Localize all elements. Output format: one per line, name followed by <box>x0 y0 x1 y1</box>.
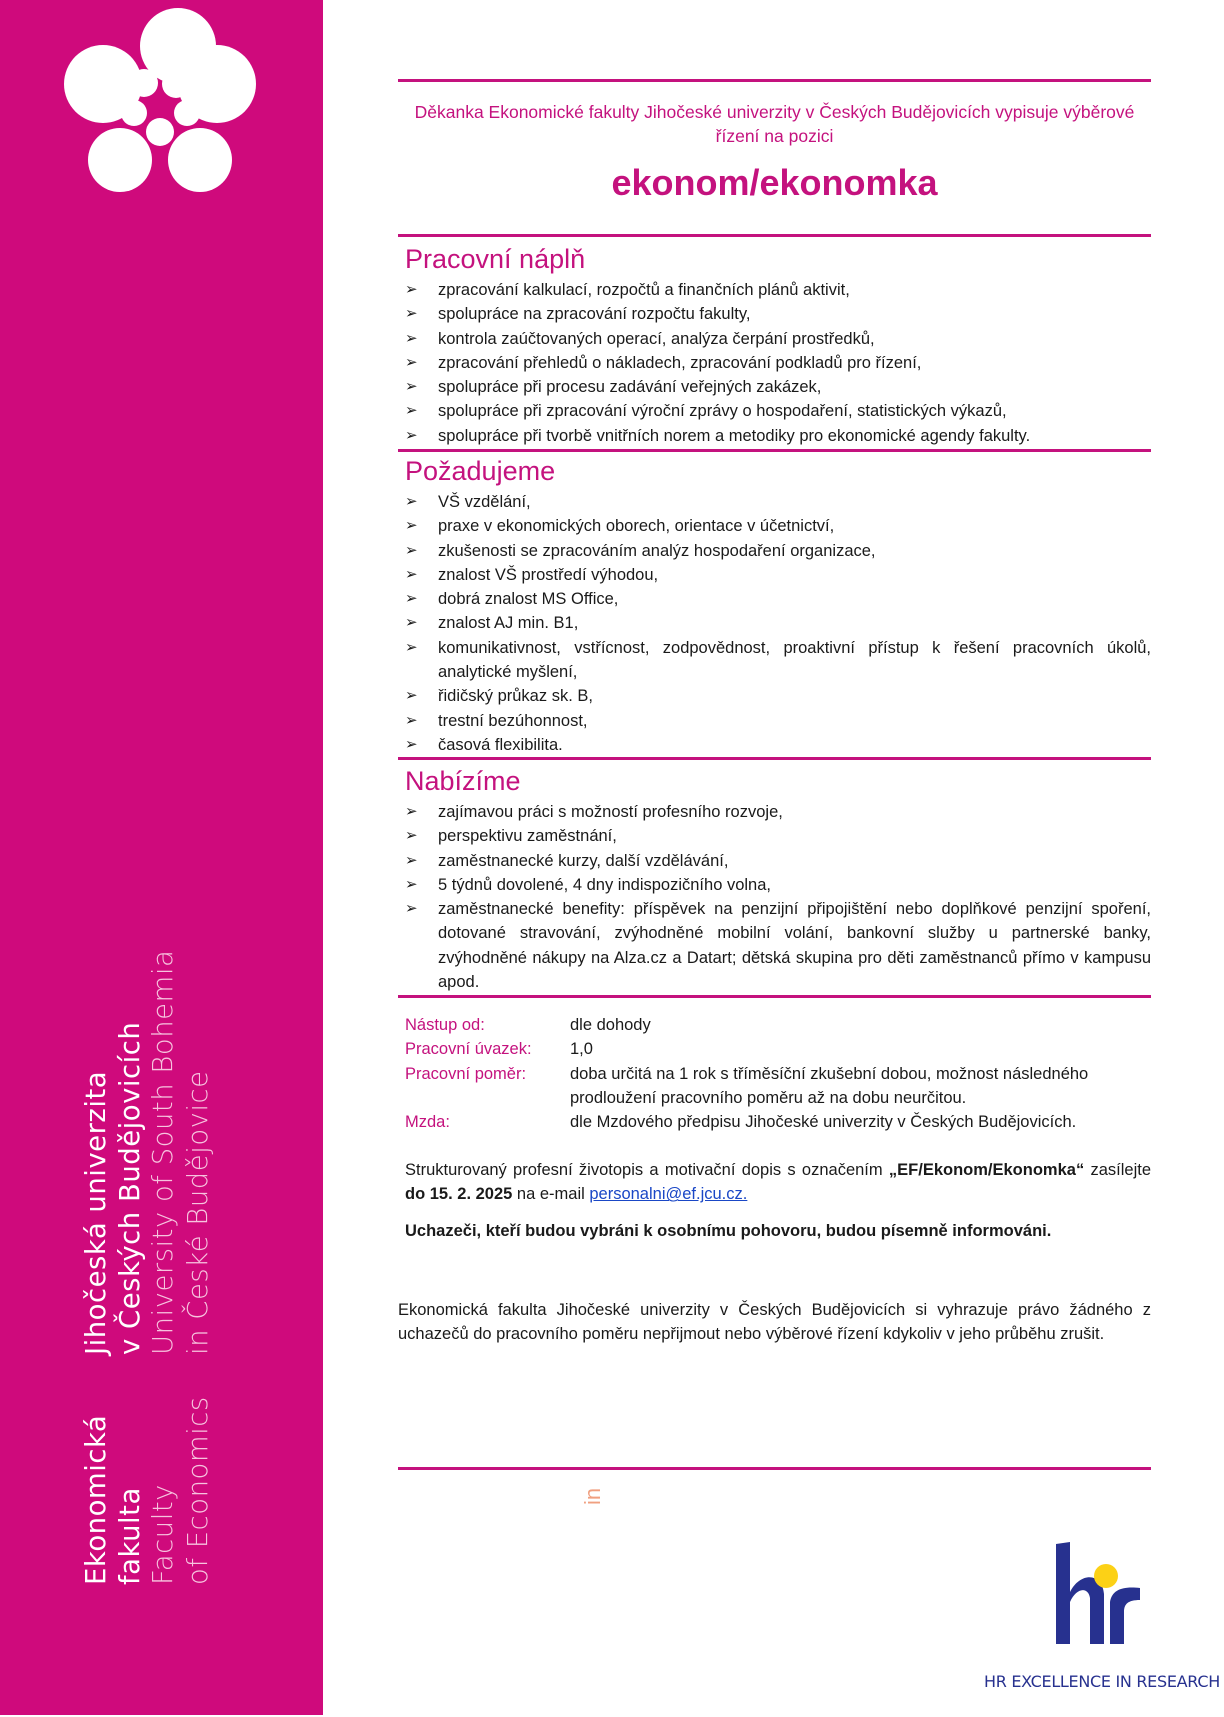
list-item: ➢ VŠ vzdělání, <box>405 490 1151 514</box>
logo-circle <box>88 128 152 192</box>
term-label: Pracovní poměr: <box>405 1064 527 1083</box>
application-deadline: do 15. 2. 2025 <box>405 1185 513 1204</box>
list-item: ➢ řidičský průkaz sk. B, <box>405 684 1151 708</box>
faculty-name-cz-2: fakulta <box>114 1487 146 1585</box>
list-item: ➢ zkušenosti se zpracováním analýz hospodaření organizace, <box>405 539 1151 563</box>
university-name-en-2: in České Budějovice <box>182 1070 214 1355</box>
list-item: ➢ znalost AJ min. B1, <box>405 611 1151 635</box>
term-row <box>405 1037 1151 1061</box>
university-name-en-1: University of South Bohemia <box>147 949 179 1355</box>
application-instructions: Strukturovaný profesní životopis a motivační dopis s označením „EF/Ekonom/Ekonomka“ zasílejte do 15. 2. 2025 na e-mail personalni@ef.jcu.cz. <box>405 1161 1151 1204</box>
intro-text: Děkanka Ekonomické fakulty Jihočeské univerzity v Českých Budějovicích vypisuje výběrové řízení na pozici <box>414 102 1135 146</box>
arrow-bullet-icon: ➢ <box>405 851 418 869</box>
faculty-name-en-2: of Economics <box>182 1396 214 1585</box>
list-item: ➢ zpracování přehledů o nákladech, zpracování podkladů pro řízení, <box>405 351 1151 375</box>
arrow-bullet-icon: ➢ <box>405 687 418 705</box>
employment-terms <box>405 1013 1151 1134</box>
section-title-duties: Pracovní náplň <box>405 244 586 274</box>
term-row <box>405 1013 1151 1037</box>
arrow-bullet-icon: ➢ <box>405 426 418 444</box>
divider <box>398 449 1151 452</box>
hr-excellence-logo-icon <box>1050 1542 1150 1650</box>
duties-list <box>405 278 1151 448</box>
application-code: „EF/Ekonom/Ekonomka“ <box>888 1161 1085 1179</box>
arrow-bullet-icon: ➢ <box>405 378 418 396</box>
list-item: ➢ spolupráce při tvorbě vnitřních norem a metodiky pro ekonomické agendy fakulty. <box>405 424 1151 448</box>
term-label: Pracovní úvazek: <box>405 1040 532 1059</box>
divider <box>398 79 1151 82</box>
benefits-list <box>405 800 1151 994</box>
section-title-requirements: Požadujeme <box>405 456 556 486</box>
logo-circle <box>174 100 200 126</box>
list-item: ➢ zajímavou práci s možností profesního rozvoje, <box>405 800 1151 824</box>
hr-excellence-caption: HR EXCELLENCE IN RESEARCH <box>984 1672 1220 1691</box>
term-row <box>405 1110 1151 1134</box>
arrow-bullet-icon: ➢ <box>405 875 418 893</box>
logo-circle <box>146 118 174 146</box>
arrow-bullet-icon: ➢ <box>405 402 418 420</box>
list-item: ➢ trestní bezúhonnost, <box>405 709 1151 733</box>
divider <box>398 757 1151 760</box>
interview-notice: Uchazeči, kteří budou vybráni k osobnímu pohovoru, budou písemně informováni. <box>405 1222 1052 1240</box>
arrow-bullet-icon: ➢ <box>405 329 418 347</box>
arrow-bullet-icon: ➢ <box>405 711 418 729</box>
arrow-bullet-icon: ➢ <box>405 541 418 559</box>
disclaimer: Ekonomická fakulta Jihočeské univerzity v Českých Budějovicích si vyhrazuje právo žádného z uchazečů do pracovního poměru nepřijmout nebo výběrové řízení kdykoliv v jeho průběhu zrušit. <box>398 1301 1151 1344</box>
arrow-bullet-icon: ➢ <box>405 590 418 608</box>
term-label: Mzda: <box>405 1113 450 1132</box>
requirements-list <box>405 490 1151 757</box>
term-value: dle Mzdového předpisu Jihočeské univerzity v Českých Budějovicích. <box>570 1113 1077 1132</box>
university-name-cz-2: v Českých Budějovicích <box>114 1021 146 1355</box>
list-item: ➢ spolupráce při zpracování výroční zprávy o hospodaření, statistických výkazů, <box>405 399 1151 423</box>
list-item: ➢ 5 týdnů dovolené, 4 dny indispozičního volna, <box>405 873 1151 897</box>
list-item: ➢ kontrola zaúčtovaných operací, analýza čerpání prostředků, <box>405 327 1151 351</box>
arrow-bullet-icon: ➢ <box>405 735 418 753</box>
arrow-bullet-icon: ➢ <box>405 517 418 535</box>
list-item: ➢ dobrá znalost MS Office, <box>405 587 1151 611</box>
term-value: dle dohody <box>570 1016 651 1034</box>
logo-circle <box>121 100 147 126</box>
logo-circle <box>168 128 232 192</box>
university-name-cz-1: Jihočeská univerzita <box>80 1070 112 1355</box>
logo-circle <box>162 70 190 98</box>
divider <box>398 234 1151 237</box>
list-item: ➢ znalost VŠ prostředí výhodou, <box>405 563 1151 587</box>
divider <box>398 995 1151 998</box>
list-item: ➢ komunikativnost, vstřícnost, zodpovědnost, proaktivní přístup k řešení pracovních úkolů, analytické myšlení, <box>405 636 1151 685</box>
list-item: ➢ praxe v ekonomických oborech, orientace v účetnictví, <box>405 514 1151 538</box>
position-title: ekonom/ekonomka <box>611 162 938 203</box>
list-item: ➢ perspektivu zaměstnání, <box>405 824 1151 848</box>
term-value: doba určitá na 1 rok s tříměsíční zkušební dobou, možnost následného prodloužení pracovního poměru až na dobu neurčitou. <box>570 1064 1089 1107</box>
list-item: ➢ spolupráce při procesu zadávání veřejných zakázek, <box>405 375 1151 399</box>
arrow-bullet-icon: ➢ <box>405 614 418 632</box>
arrow-bullet-icon: ➢ <box>405 493 418 510</box>
term-value: 1,0 <box>570 1040 593 1059</box>
section-title-benefits: Nabízíme <box>405 766 521 796</box>
arrow-bullet-icon: ➢ <box>405 827 418 845</box>
arrow-bullet-icon: ➢ <box>405 638 418 656</box>
list-item: ➢ zaměstnanecké kurzy, další vzdělávání, <box>405 849 1151 873</box>
arrow-bullet-icon: ➢ <box>405 353 418 371</box>
term-row <box>405 1062 1151 1111</box>
brand-sidebar <box>0 0 323 1715</box>
arrow-bullet-icon: ➢ <box>405 803 418 820</box>
footer-mark: in <box>580 1487 605 1505</box>
list-item: ➢ spolupráce na zpracování rozpočtu fakulty, <box>405 302 1151 326</box>
arrow-bullet-icon: ➢ <box>405 305 418 323</box>
faculty-name-cz-1: Ekonomická <box>80 1414 112 1585</box>
university-logo <box>0 0 323 210</box>
arrow-bullet-icon: ➢ <box>405 565 418 583</box>
arrow-bullet-icon: ➢ <box>405 900 418 918</box>
arrow-bullet-icon: ➢ <box>405 281 418 298</box>
list-item: ➢ zaměstnanecké benefity: příspěvek na penzijní připojištění nebo doplňkové penzijní spoření, dotované stravování, zvýhodněné mobilní volání, bankovní služby u partnerské banky, zvýhodněné nákupy na Alza.cz a Datart; dětská skupina pro děti zaměstnanců přímo v kampusu apod. <box>405 897 1151 994</box>
divider <box>398 1467 1151 1470</box>
faculty-name-en-1: Faculty <box>147 1484 179 1585</box>
email-link[interactable]: personalni@ef.jcu.cz. <box>589 1185 748 1204</box>
list-item: ➢ zpracování kalkulací, rozpočtů a finančních plánů aktivit, <box>405 278 1151 302</box>
logo-circle <box>130 69 158 97</box>
list-item: ➢ časová flexibilita. <box>405 733 1151 757</box>
term-label: Nástup od: <box>405 1016 485 1034</box>
